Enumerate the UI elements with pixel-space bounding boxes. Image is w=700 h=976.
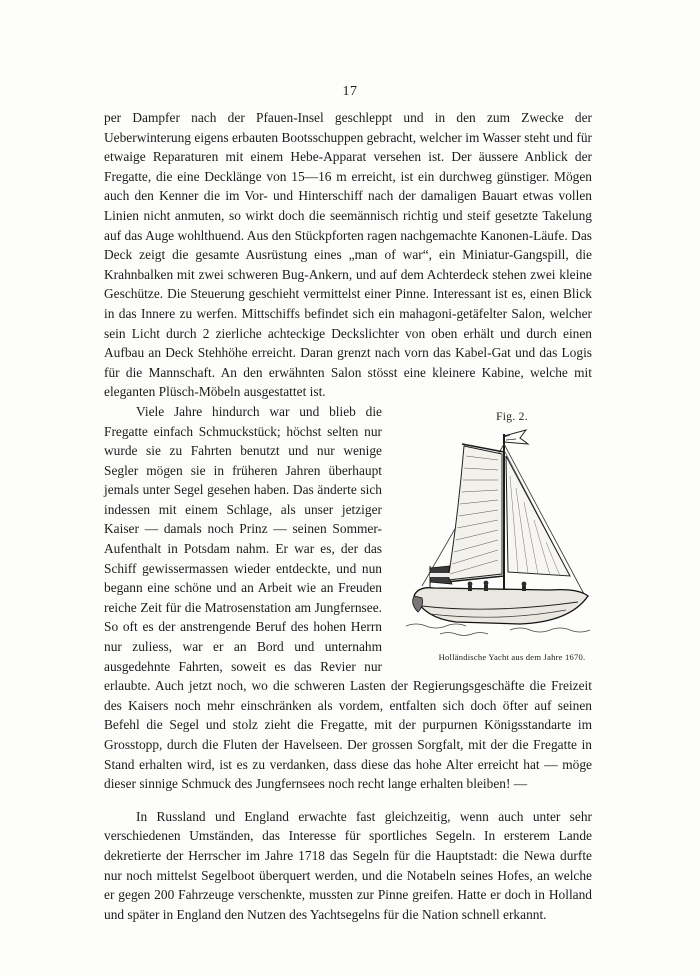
figure-label: Fig. 2. — [496, 410, 528, 423]
paragraph-3: In Russland und England erwachte fast gleichzeitig, wenn auch unter sehr verschiedenen Umständen, das Interesse für sportliches Segeln. In ersterem Lande dekretierte der Herrscher im Jahre 1718 das Segeln für die Hauptstadt: die Newa durfte nur noch mittelst Segelboot überquert werden, und die Notabeln seines Hofes, an welche er gegen 200 Fahrzeuge verschenkte, mussten zur Pinne greifen. Hatte er doch in Holland und später in England den Nutzen des Yachtsegelns für die Nation schnell erkannt. — [104, 808, 592, 922]
figure-2 — [394, 408, 598, 666]
paragraph-1: per Dampfer nach der Pfauen-Insel geschleppt und in den zum Zwecke der Ueberwinterung eigens erbauten Bootsschuppen gebracht, welcher im Wasser steht und für etwaige Reparaturen mit einem Hebe-Apparat versehen ist. Der äussere Anblick der Fregatte, die eine Decklänge von 15—16 m erreicht, ist ein durchweg günstiger. Mögen auch den Kenner die im Vor- und Hinterschiff nach der damaligen Bauart etwas vollen Linien nicht anmuten, so wirkt doch die seemännisch richtig und steif gesetzte Takelung auf das Auge wohlthuend. Aus den Stückpforten ragen nachgemachte Kanonen-Läufe. Das Deck zeigt die gesamte Ausrüstung eines „man of war“, ein Miniatur-Gangspill, die Krahnbalken mit zwei schweren Bug-Ankern, und auf dem Achterdeck stehen zwei kleine Geschütze. Die Steuerung geschieht vermittelst einer Pinne. Interessant ist es, einen Blick in das Innere zu werfen. Mittschiffs befindet sich ein mahagoni-getäfelter Salon, welcher sein Licht durch 2 zierliche achteckige Deckslichter von oben erhält und durch einen Aufbau an Deck Stehhöhe erreicht. Daran grenzt nach vorn das Kabel-Gat und das Logis für die Mannschaft. An den erwähnten Salon stösst eine kleinere Kabine, welche mit eleganten Plüsch-Möbeln ausgestattet ist. — [104, 110, 592, 400]
paragraph-2 — [104, 402, 592, 794]
body-text — [104, 108, 592, 924]
sailing-yacht-icon — [400, 426, 596, 638]
figure-caption: Holländische Yacht aus dem Jahre 1670. — [438, 651, 586, 662]
paragraph-1-continuation: Viele Jahre hindurch war und blieb die Fregatte einfach Schmuckstück; höchst selten nur wurde sie zu Fahrten benutzt und nur wenige Segler mögen sie in früheren Jahren überhaupt jemals unter Segel gesehen haben. Das änderte sich indessen mit einem Schlage, als unser jetziger Kaiser — damals noch Prinz — seinen Sommer-Aufenthalt in Potsdam nahm. Er war es, der das Schiff gewissermassen wieder entdeckte, und nun begann eine schöne und an Arbeit wie an Freuden reiche Zeit für die Matrosenstation am Jungfernsee. So oft es der anstrengende Beruf des hohen Herrn nur zuliess, war er an Bord und unternahm ausgedehnte Fahrten, soweit es das Revier nur erlaubte. Auch jetzt noch, wo die schweren Lasten der Regierungsgeschäfte die Freizeit des Kaisers noch mehr einschränken als vordem, entfalten sich doch öfter auf seinen Befehl die Segel und stolz zieht die Fregatte, mit der purpurnen Königsstandarte im Grosstopp, durch die Fluten der Havelseen. Der grossen Sorgfalt, mit der die Fregatte in Stand erhalten wird, ist es zu verdanken, dass diese das hohe Alter erreicht hat — möge dieser sinnige Schmuck des Jungfernsees noch recht lange erhalten bleiben! — — [104, 403, 592, 792]
page-number: 17 — [342, 84, 358, 99]
